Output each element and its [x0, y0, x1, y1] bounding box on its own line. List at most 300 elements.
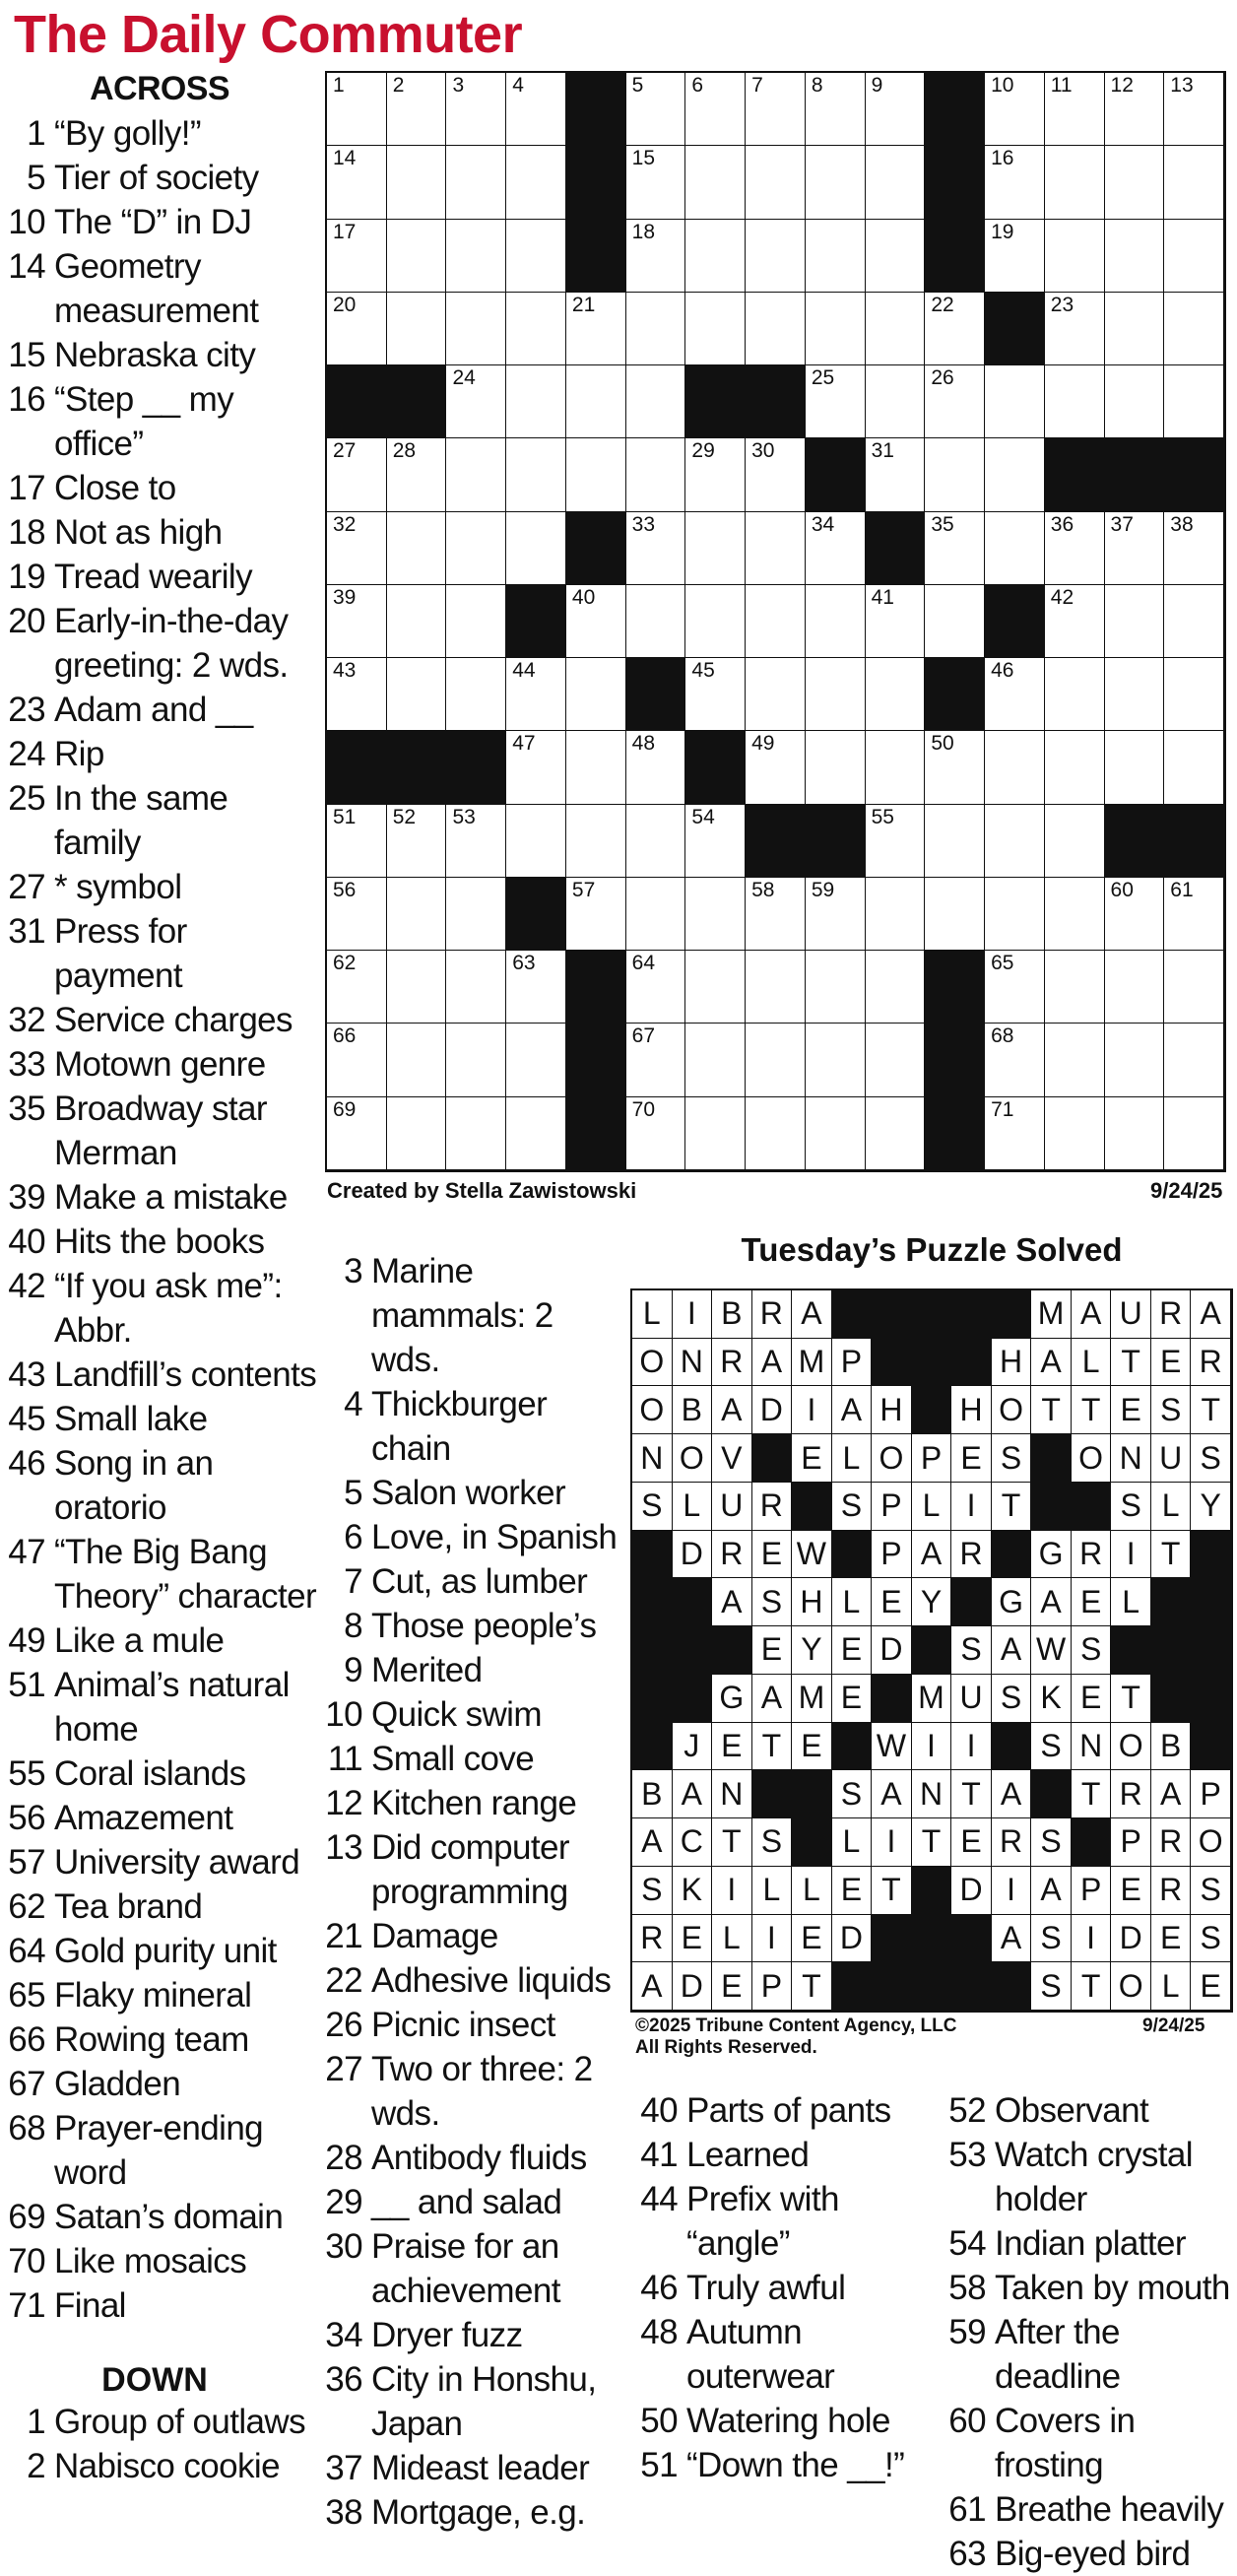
grid-cell[interactable]	[866, 585, 926, 658]
grid-cell[interactable]	[626, 512, 686, 585]
clue-down-50[interactable]	[630, 2399, 941, 2443]
clue-across-27[interactable]	[2, 865, 317, 909]
grid-cell[interactable]	[746, 512, 806, 585]
grid-cell[interactable]	[685, 1097, 746, 1170]
solved-cell: A	[712, 1386, 752, 1434]
grid-cell[interactable]	[387, 438, 447, 511]
clue-down-30[interactable]	[317, 2224, 630, 2313]
grid-cell[interactable]	[626, 73, 686, 146]
grid-cell[interactable]	[387, 146, 447, 219]
grid-cell[interactable]	[925, 293, 985, 365]
clue-down-63[interactable]	[941, 2532, 1236, 2576]
grid-cell[interactable]	[925, 512, 985, 585]
grid-cell[interactable]	[806, 1097, 866, 1170]
grid-cell[interactable]	[925, 805, 985, 878]
clue-down-1[interactable]	[2, 2400, 317, 2444]
grid-cell[interactable]	[387, 293, 447, 365]
grid-cell[interactable]	[1045, 878, 1105, 951]
grid-cell[interactable]	[866, 658, 926, 731]
grid-cell[interactable]	[506, 1024, 566, 1096]
grid-cell[interactable]	[866, 731, 926, 804]
clue-across-70[interactable]	[2, 2239, 317, 2283]
grid-cell[interactable]	[685, 878, 746, 951]
grid-cell[interactable]	[327, 1024, 387, 1096]
grid-cell[interactable]	[327, 658, 387, 731]
grid-cell[interactable]	[806, 512, 866, 585]
grid-cell[interactable]	[1105, 73, 1165, 146]
grid-cell[interactable]	[985, 73, 1045, 146]
grid-cell[interactable]	[327, 512, 387, 585]
grid-cell[interactable]	[626, 365, 686, 438]
grid-cell[interactable]	[387, 805, 447, 878]
clue-across-23[interactable]	[2, 688, 317, 732]
clue-down-40[interactable]	[630, 2088, 941, 2133]
solved-cell: R	[1151, 1290, 1192, 1339]
grid-cell[interactable]	[985, 878, 1045, 951]
grid-cell[interactable]	[746, 146, 806, 219]
grid-cell[interactable]	[1105, 878, 1165, 951]
clue-across-67[interactable]	[2, 2062, 317, 2106]
clue-across-5[interactable]	[2, 156, 317, 200]
grid-cell[interactable]	[1045, 658, 1105, 731]
solved-cell: B	[632, 1770, 673, 1818]
solved-cell: H	[951, 1386, 992, 1434]
grid-cell[interactable]	[985, 805, 1045, 878]
solved-cell: E	[1111, 1867, 1151, 1915]
clue-across-55[interactable]	[2, 1751, 317, 1796]
grid-cell[interactable]	[566, 365, 626, 438]
grid-cell[interactable]	[566, 878, 626, 951]
clue-down-28[interactable]	[317, 2136, 630, 2180]
grid-cell[interactable]	[1164, 585, 1224, 658]
clue-down-48[interactable]	[630, 2310, 941, 2399]
clue-across-46[interactable]	[2, 1441, 317, 1530]
grid-cell[interactable]	[866, 1097, 926, 1170]
grid-cell[interactable]	[1045, 805, 1105, 878]
grid-cell[interactable]	[985, 365, 1045, 438]
clue-across-16[interactable]	[2, 377, 317, 466]
grid-cell[interactable]	[446, 438, 506, 511]
clue-down-54[interactable]	[941, 2221, 1236, 2266]
solved-cell: T	[1031, 1386, 1072, 1434]
grid-cell[interactable]	[685, 438, 746, 511]
grid-cell[interactable]	[746, 878, 806, 951]
grid-cell[interactable]	[1105, 1097, 1165, 1170]
grid-cell[interactable]	[985, 731, 1045, 804]
grid-cell[interactable]	[1105, 1024, 1165, 1096]
grid-cell[interactable]	[387, 658, 447, 731]
grid-cell[interactable]	[866, 220, 926, 293]
clue-text: * symbol	[54, 868, 182, 906]
clue-across-57[interactable]	[2, 1840, 317, 1884]
grid-cell[interactable]	[1045, 512, 1105, 585]
grid-cell[interactable]	[806, 220, 866, 293]
grid-cell[interactable]	[387, 1097, 447, 1170]
grid-cell[interactable]	[806, 951, 866, 1024]
grid-cell[interactable]	[746, 1097, 806, 1170]
clue-number: 50	[640, 2402, 678, 2440]
grid-cell[interactable]	[866, 365, 926, 438]
grid-cell[interactable]	[866, 805, 926, 878]
clue-down-11[interactable]	[317, 1737, 630, 1781]
solved-block	[1072, 1483, 1112, 1531]
grid-cell[interactable]	[985, 951, 1045, 1024]
grid-cell[interactable]	[446, 805, 506, 878]
grid-cell[interactable]	[446, 658, 506, 731]
grid-cell[interactable]	[806, 878, 866, 951]
grid-cell[interactable]	[1164, 1024, 1224, 1096]
clue-across-17[interactable]	[2, 466, 317, 510]
clue-down-52[interactable]	[941, 2088, 1236, 2133]
grid-cell[interactable]	[327, 585, 387, 658]
clue-down-61[interactable]	[941, 2487, 1236, 2532]
grid-cell[interactable]	[746, 438, 806, 511]
grid-cell[interactable]	[327, 438, 387, 511]
clue-down-38[interactable]	[317, 2490, 630, 2535]
solved-cell: I	[951, 1723, 992, 1771]
clue-number: 2	[27, 2447, 45, 2485]
clue-down-12[interactable]	[317, 1781, 630, 1825]
grid-cell[interactable]	[1164, 220, 1224, 293]
grid-cell[interactable]	[506, 293, 566, 365]
clue-text: Watch crystal holder	[995, 2136, 1193, 2218]
grid-cell[interactable]	[626, 805, 686, 878]
grid-cell[interactable]	[506, 146, 566, 219]
grid-cell[interactable]	[1164, 146, 1224, 219]
grid-cell[interactable]	[866, 878, 926, 951]
grid-cell[interactable]	[327, 73, 387, 146]
clue-down-60[interactable]	[941, 2399, 1236, 2487]
grid-cell[interactable]	[446, 146, 506, 219]
clue-across-15[interactable]	[2, 333, 317, 377]
clue-across-65[interactable]	[2, 1973, 317, 2017]
grid-cell[interactable]	[506, 658, 566, 731]
solved-block	[951, 1339, 992, 1387]
grid-cell[interactable]	[327, 805, 387, 878]
clue-down-29[interactable]	[317, 2180, 630, 2224]
grid-cell[interactable]	[506, 365, 566, 438]
clue-text: Taken by mouth	[995, 2269, 1230, 2307]
solved-cell: L	[632, 1290, 673, 1339]
grid-cell[interactable]	[446, 512, 506, 585]
grid-cell[interactable]	[1045, 293, 1105, 365]
grid-cell[interactable]	[446, 878, 506, 951]
grid-cell[interactable]	[746, 585, 806, 658]
grid-cell[interactable]	[1045, 146, 1105, 219]
grid-cell[interactable]	[387, 585, 447, 658]
grid-cell[interactable]	[387, 878, 447, 951]
clue-text: “Down the __!”	[686, 2446, 905, 2484]
clue-across-71[interactable]	[2, 2283, 317, 2328]
grid-cell[interactable]	[327, 951, 387, 1024]
clue-across-31[interactable]	[2, 909, 317, 998]
grid-cell[interactable]	[446, 585, 506, 658]
grid-cell[interactable]	[566, 805, 626, 878]
clue-across-45[interactable]	[2, 1397, 317, 1441]
grid-cell[interactable]	[1164, 878, 1224, 951]
grid-cell[interactable]	[746, 73, 806, 146]
grid-cell[interactable]	[566, 293, 626, 365]
clue-across-62[interactable]	[2, 1884, 317, 1929]
grid-cell[interactable]	[566, 585, 626, 658]
grid-cell[interactable]	[446, 365, 506, 438]
grid-cell[interactable]	[1164, 73, 1224, 146]
clue-across-69[interactable]	[2, 2195, 317, 2239]
grid-cell[interactable]	[327, 146, 387, 219]
grid-cell[interactable]	[506, 805, 566, 878]
grid-cell[interactable]	[1105, 293, 1165, 365]
clue-across-42[interactable]	[2, 1264, 317, 1353]
grid-cell[interactable]	[1164, 365, 1224, 438]
clue-down-37[interactable]	[317, 2446, 630, 2490]
clue-down-27[interactable]	[317, 2047, 630, 2136]
clue-across-10[interactable]	[2, 200, 317, 244]
clue-down-34[interactable]	[317, 2313, 630, 2357]
grid-cell[interactable]	[1105, 146, 1165, 219]
grid-cell[interactable]	[506, 951, 566, 1024]
grid-cell[interactable]	[566, 658, 626, 731]
clue-down-58[interactable]	[941, 2266, 1236, 2310]
grid-cell[interactable]	[1045, 585, 1105, 658]
clue-text: Parts of pants	[686, 2091, 891, 2130]
grid-cell[interactable]	[866, 146, 926, 219]
grid-cell[interactable]	[866, 73, 926, 146]
clue-across-32[interactable]	[2, 998, 317, 1042]
grid-cell[interactable]	[1105, 512, 1165, 585]
clue-down-3[interactable]	[317, 1249, 630, 1382]
grid-cell[interactable]	[685, 585, 746, 658]
solved-cell: T	[872, 1867, 912, 1915]
solved-cell: A	[673, 1770, 713, 1818]
grid-cell[interactable]	[1164, 731, 1224, 804]
grid-cell[interactable]	[1105, 951, 1165, 1024]
grid-cell[interactable]	[446, 1024, 506, 1096]
clue-across-18[interactable]	[2, 510, 317, 555]
grid-cell[interactable]	[685, 73, 746, 146]
grid-cell[interactable]	[685, 951, 746, 1024]
grid-cell[interactable]	[806, 365, 866, 438]
grid-cell[interactable]	[746, 658, 806, 731]
grid-cell[interactable]	[685, 220, 746, 293]
clue-down-59[interactable]	[941, 2310, 1236, 2399]
grid-cell[interactable]	[925, 438, 985, 511]
solved-cell: C	[673, 1818, 713, 1867]
grid-cell[interactable]	[387, 512, 447, 585]
clue-down-7[interactable]	[317, 1559, 630, 1604]
solved-block	[673, 1675, 713, 1723]
grid-cell[interactable]	[1045, 951, 1105, 1024]
puzzle-date: 9/24/25	[1150, 1178, 1223, 1203]
grid-cell[interactable]	[685, 293, 746, 365]
grid-cell[interactable]	[1164, 1097, 1224, 1170]
clue-across-64[interactable]	[2, 1929, 317, 1973]
clue-down-9[interactable]	[317, 1648, 630, 1692]
grid-cell[interactable]	[626, 731, 686, 804]
solved-block	[1072, 1818, 1112, 1867]
grid-cell[interactable]	[446, 1097, 506, 1170]
grid-cell[interactable]	[685, 512, 746, 585]
grid-cell[interactable]	[685, 805, 746, 878]
clue-across-33[interactable]	[2, 1042, 317, 1087]
clue-down-44[interactable]	[630, 2177, 941, 2266]
grid-cell[interactable]	[985, 220, 1045, 293]
clue-down-2[interactable]	[2, 2444, 317, 2488]
grid-cell[interactable]	[1105, 220, 1165, 293]
grid-cell[interactable]	[985, 146, 1045, 219]
grid-cell[interactable]	[685, 146, 746, 219]
grid-cell[interactable]	[626, 1024, 686, 1096]
clue-down-26[interactable]	[317, 2003, 630, 2047]
grid-cell[interactable]	[1164, 951, 1224, 1024]
clue-down-21[interactable]	[317, 1914, 630, 1958]
clue-down-46[interactable]	[630, 2266, 941, 2310]
crossword-grid[interactable]	[325, 71, 1226, 1172]
clue-down-41[interactable]	[630, 2133, 941, 2177]
clue-across-39[interactable]	[2, 1175, 317, 1220]
grid-cell[interactable]	[746, 293, 806, 365]
clue-across-19[interactable]	[2, 555, 317, 599]
grid-block	[387, 731, 447, 804]
grid-cell[interactable]	[1045, 365, 1105, 438]
grid-cell[interactable]	[1105, 658, 1165, 731]
solved-cell: J	[673, 1723, 713, 1771]
grid-cell[interactable]	[806, 73, 866, 146]
clue-across-40[interactable]	[2, 1220, 317, 1264]
grid-cell[interactable]	[626, 878, 686, 951]
clue-across-51[interactable]	[2, 1663, 317, 1751]
grid-cell[interactable]	[925, 731, 985, 804]
cell-number: 12	[1110, 74, 1134, 97]
solved-block	[1151, 1578, 1192, 1626]
clue-across-20[interactable]	[2, 599, 317, 688]
grid-cell[interactable]	[1164, 293, 1224, 365]
grid-cell[interactable]	[626, 951, 686, 1024]
grid-cell[interactable]	[866, 293, 926, 365]
clue-down-5[interactable]	[317, 1471, 630, 1515]
clue-down-13[interactable]	[317, 1825, 630, 1914]
grid-cell[interactable]	[626, 438, 686, 511]
solved-cell: D	[951, 1867, 992, 1915]
clue-across-24[interactable]	[2, 732, 317, 776]
grid-cell[interactable]	[1045, 220, 1105, 293]
grid-cell[interactable]	[566, 731, 626, 804]
grid-cell[interactable]	[387, 73, 447, 146]
grid-cell[interactable]	[387, 1024, 447, 1096]
grid-cell[interactable]	[746, 1024, 806, 1096]
grid-cell[interactable]	[327, 878, 387, 951]
clue-across-56[interactable]	[2, 1796, 317, 1840]
grid-cell[interactable]	[1045, 1097, 1105, 1170]
grid-cell[interactable]	[1105, 585, 1165, 658]
grid-cell[interactable]	[985, 512, 1045, 585]
grid-cell[interactable]	[327, 1097, 387, 1170]
grid-cell[interactable]	[806, 1024, 866, 1096]
grid-cell[interactable]	[506, 1097, 566, 1170]
grid-cell[interactable]	[506, 731, 566, 804]
grid-cell[interactable]	[626, 1097, 686, 1170]
clue-across-35[interactable]	[2, 1087, 317, 1175]
grid-cell[interactable]	[446, 73, 506, 146]
grid-cell[interactable]	[506, 73, 566, 146]
grid-cell[interactable]	[985, 1024, 1045, 1096]
grid-cell[interactable]	[626, 220, 686, 293]
grid-cell[interactable]	[446, 220, 506, 293]
clue-number: 71	[8, 2286, 45, 2325]
grid-cell[interactable]	[506, 438, 566, 511]
grid-cell[interactable]	[746, 951, 806, 1024]
grid-cell[interactable]	[1045, 731, 1105, 804]
clue-down-36[interactable]	[317, 2357, 630, 2446]
grid-cell[interactable]	[446, 951, 506, 1024]
grid-cell[interactable]	[446, 293, 506, 365]
grid-cell[interactable]	[1164, 512, 1224, 585]
grid-cell[interactable]	[506, 220, 566, 293]
grid-cell[interactable]	[806, 585, 866, 658]
clue-across-49[interactable]	[2, 1618, 317, 1663]
grid-cell[interactable]	[866, 438, 926, 511]
grid-cell[interactable]	[925, 585, 985, 658]
grid-cell[interactable]	[806, 658, 866, 731]
grid-cell[interactable]	[985, 1097, 1045, 1170]
grid-cell[interactable]	[985, 438, 1045, 511]
solved-cell: T	[912, 1818, 952, 1867]
clue-down-53[interactable]	[941, 2133, 1236, 2221]
grid-cell[interactable]	[506, 512, 566, 585]
clue-across-14[interactable]	[2, 244, 317, 333]
grid-cell[interactable]	[746, 731, 806, 804]
grid-cell[interactable]	[925, 365, 985, 438]
clue-down-6[interactable]	[317, 1515, 630, 1559]
grid-cell[interactable]	[866, 951, 926, 1024]
grid-cell[interactable]	[1105, 731, 1165, 804]
grid-cell[interactable]	[626, 585, 686, 658]
grid-cell[interactable]	[806, 146, 866, 219]
grid-cell[interactable]	[626, 146, 686, 219]
grid-cell[interactable]	[1164, 658, 1224, 731]
grid-cell[interactable]	[746, 220, 806, 293]
grid-cell[interactable]	[387, 220, 447, 293]
grid-cell[interactable]	[387, 951, 447, 1024]
clue-down-10[interactable]	[317, 1692, 630, 1737]
clue-down-51[interactable]	[630, 2443, 941, 2487]
grid-cell[interactable]	[327, 220, 387, 293]
grid-cell[interactable]	[806, 293, 866, 365]
grid-cell[interactable]	[685, 1024, 746, 1096]
grid-cell[interactable]	[685, 658, 746, 731]
clue-down-22[interactable]	[317, 1958, 630, 2003]
grid-cell[interactable]	[1105, 365, 1165, 438]
grid-cell[interactable]	[1045, 1024, 1105, 1096]
grid-cell[interactable]	[626, 293, 686, 365]
grid-cell[interactable]	[925, 878, 985, 951]
grid-cell[interactable]	[1045, 73, 1105, 146]
clue-across-47[interactable]	[2, 1530, 317, 1618]
clue-down-4[interactable]	[317, 1382, 630, 1471]
grid-cell[interactable]	[327, 293, 387, 365]
clue-across-25[interactable]	[2, 776, 317, 865]
solved-cell: T	[951, 1770, 992, 1818]
clue-across-1[interactable]	[2, 111, 317, 156]
cell-number: 50	[931, 732, 954, 756]
clue-across-68[interactable]	[2, 2106, 317, 2195]
clue-across-66[interactable]	[2, 2017, 317, 2062]
clue-across-43[interactable]	[2, 1353, 317, 1397]
grid-cell[interactable]	[806, 731, 866, 804]
grid-cell[interactable]	[985, 658, 1045, 731]
grid-cell[interactable]	[566, 438, 626, 511]
grid-cell[interactable]	[866, 1024, 926, 1096]
clue-down-8[interactable]	[317, 1604, 630, 1648]
